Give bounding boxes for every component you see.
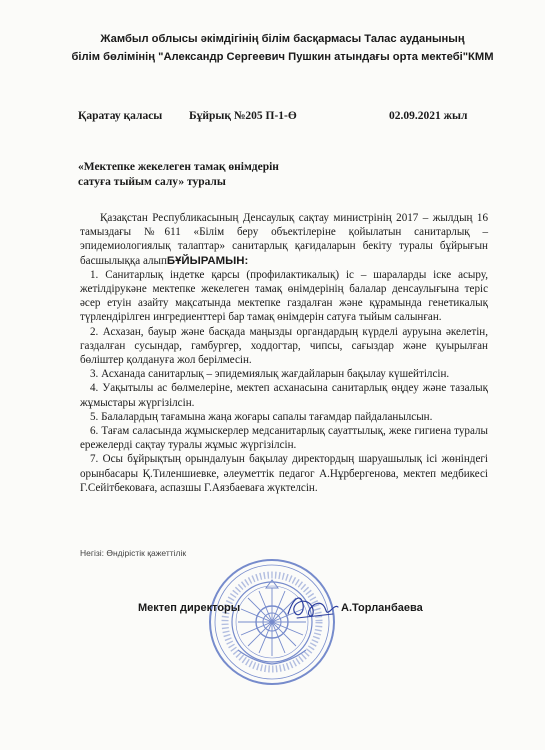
order-item-2: 2. Асхазан, бауыр және басқада маңызды органдардың күрделі ауруына әкелетін, газдалған сусындар, гамбургер, ходдогтар, чипсы, сағыздар және қуырылған бөліштер қолдануға жол берілмесін. [80,325,488,367]
signatory-title: Мектеп директоры [138,602,241,614]
order-body [80,211,488,495]
handwritten-signature-icon [285,590,340,624]
city-label: Қаратау қаласы [78,110,163,122]
order-title-line-1: «Мектепке жекелеген тамақ өнімдерін [78,161,279,173]
order-item-3: 3. Асханада санитарлық – эпидемиялық жағдайларын бақылау күшейтілсін. [90,368,450,381]
basis-note: Негізі: Өндірістік қажеттілік [80,548,187,558]
letterhead [60,30,505,66]
intro-text: Қазақстан Республикасының Денсаулық сақтау министрінің 2017 – жылдың 16 тамыздағы №611 «Білім беру объектілеріне қойылатын санитарлық – эпидемиологиялық талаптар» санитарлық қағидаларын бекіту туралы бұйрығын басшылыққа алып [80,212,488,267]
intro-paragraph [80,211,488,268]
signatory-name: А.Торланбаева [341,602,423,614]
letterhead-line-2: білім бөлімінің "Александр Сергеевич Пушкин атындағы орта мектебі"КММ [71,51,494,63]
order-item-5: 5. Балалардың тағамына жаңа жоғары сапалы тағамдар пайдаланылсын. [90,410,433,423]
order-item-6: 6. Тағам саласында жұмыскерлер медсанитарлық сауаттылық, жеке гигиена туралы ережелерді сақтау туралы жұмыс жүргізілсін. [80,425,488,452]
order-number: Бұйрық №205 П-1-Ө [189,110,297,122]
order-title-line-2: сатуға тыйым салу» туралы [78,176,226,188]
order-date: 02.09.2021 жыл [389,110,468,122]
order-item-1: 1. Санитарлық індетке қарсы (профилактикалық) іс – шараларды іске асыру, жетілдірукәне мектепке жекелеген тамақ өнімдерінің балалар денсаулығына теріс әсер етуін азайту мақсатында мектепке газдалған және құрамында генетикалық түрлендірілген ингредиенттері бар тамақ өнімдерін сатуға тыйым салынған. [80,268,488,324]
order-item-7: 7. Осы бұйрықтың орындалуын бақылау директордың шаруашылық ісі жөніндегі орынбасары Қ.Тиленшиевке, әлеуметтік педагог А.Нұрбергенова, мектеп медбикесі Г.Сейітбековаға, аспазшы Г.Аязбаеваға жүктелсін. [80,453,488,494]
order-keyword: БҰЙЫРАМЫН: [166,254,249,267]
order-item-4: 4. Уақытылы ас бөлмелеріне, мектеп асханасына санитарлық өңдеу және тазалық жұмыстары жүргізілсін. [80,382,488,409]
letterhead-line-1: Жамбыл облысы әкімдігінің білім басқармасы Талас ауданының [100,33,465,45]
order-title [78,160,378,190]
